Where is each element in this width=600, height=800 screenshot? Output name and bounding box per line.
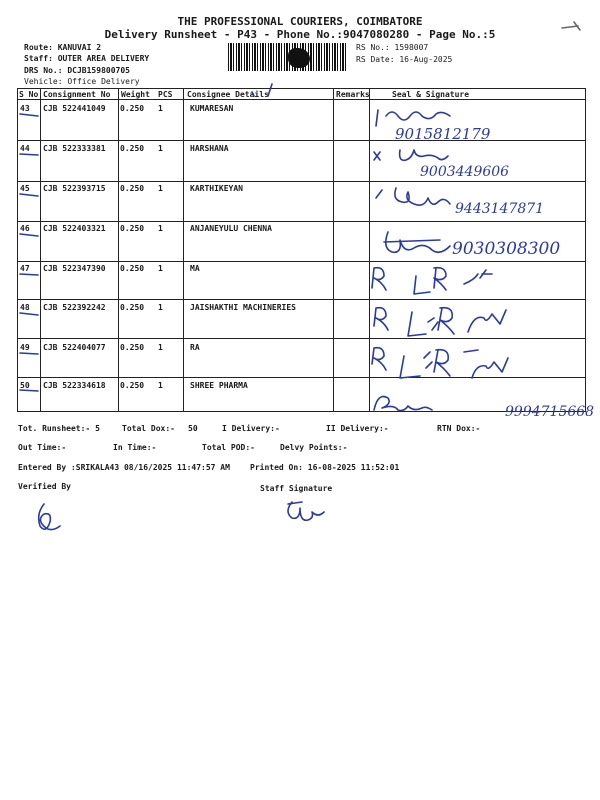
company-title: THE PROFESSIONAL COURIERS, COIMBATORE [177,15,423,28]
row-sno: 48 [20,303,30,312]
row-weight: 0.250 [120,184,145,193]
row-sno: 43 [20,104,30,113]
delvy-points-label: Delvy Points:- [280,443,348,452]
row-consignment: CJB 522404077 [43,343,106,352]
stray-ink-mark [250,82,290,98]
col-header-consignee: Consignee Details [187,90,269,99]
col-header-remarks: Remarks [336,90,370,99]
row-consignee: MA [190,264,200,273]
row-consignment: CJB 522347390 [43,264,106,273]
signature-row45-icon [372,184,462,220]
barcode-ink-blot [288,48,310,68]
row-consignment: CJB 522403321 [43,224,106,233]
row-consignee: KUMARESAN [190,104,234,113]
row-pcs: 1 [158,224,163,233]
row-sno: 44 [20,144,30,153]
i-delivery-label: I Delivery:- [222,424,280,433]
row-pcs: 1 [158,381,163,390]
row-pcs: 1 [158,144,163,153]
row-weight: 0.250 [120,224,145,233]
row-weight: 0.250 [120,303,145,312]
row-weight: 0.250 [120,381,145,390]
row-sno: 50 [20,381,30,390]
col-divider [333,88,334,411]
phone-row44: 9003449606 [420,164,510,180]
rs-date: RS Date: 16-Aug-2025 [356,55,453,64]
total-dox-label: Total Dox:- [122,424,175,433]
col-header-seal: Seal & Signature [392,90,470,99]
drs-label: DRS No.: DCJB159800705 [24,66,130,75]
table-top-border [17,88,586,89]
route-label: Route: KANUVAI 2 [24,43,102,52]
rtn-mark-row48-icon [368,300,528,340]
table-right-border [585,88,586,411]
row-consignment: CJB 522392242 [43,303,106,312]
printed-on: Printed On: 16-08-2025 11:52:01 [250,463,400,472]
signature-row50-icon [370,392,440,418]
total-dox-value: 50 [188,424,198,433]
row-divider [17,140,586,141]
stray-ink-mark [560,20,590,40]
total-pod-label: Total POD:- [202,443,255,452]
row-sno: 49 [20,343,30,352]
row-divider [17,221,586,222]
staff-signature-label: Staff Signature [260,484,333,493]
col-header-weight: Weight [121,90,150,99]
row-consignment: CJB 522333381 [43,144,106,153]
row-consignment: CJB 522393715 [43,184,106,193]
table-bottom-border [17,411,586,412]
col-header-sno: S No [19,90,39,99]
row-pcs: 1 [158,343,163,352]
row-consignee: KARTHIKEYAN [190,184,243,193]
col-header-consignment: Consignment No [43,90,111,99]
row-weight: 0.250 [120,104,145,113]
staff-signature-icon [282,496,332,528]
row-consignment: CJB 522441049 [43,104,106,113]
phone-row45: 9443147871 [455,201,545,217]
col-divider [118,88,119,411]
tot-runsheet: Tot. Runsheet:- 5 [18,424,100,433]
row-pcs: 1 [158,264,163,273]
row-pcs: 1 [158,104,163,113]
vehicle-label: Vehicle: Office Delivery [24,77,140,86]
rs-number: RS No.: 1598007 [356,43,429,52]
staff-label: Staff: OUTER AREA DELIVERY [24,54,150,63]
in-time-label: In Time:- [113,443,157,452]
col-divider [183,88,184,411]
verifier-signature-icon [30,500,70,536]
row-consignment: CJB 522334618 [43,381,106,390]
phone-row43: 9015812179 [395,125,491,143]
verified-by-label: Verified By [18,482,71,491]
row-divider [17,181,586,182]
row-consignee: ANJANEYULU CHENNA [190,224,272,233]
phone-row46: 9030308300 [452,239,561,259]
runsheet-subtitle: Delivery Runsheet - P43 - Phone No.:9047080280 - Page No.:5 [104,28,496,41]
row-weight: 0.250 [120,144,145,153]
rtn-mark-row47-icon [368,262,518,298]
row-consignee: HARSHANA [190,144,229,153]
table-header-border [17,99,586,100]
sno-tick-marks [18,110,42,400]
row-weight: 0.250 [120,264,145,273]
row-sno: 45 [20,184,30,193]
row-consignee: SHREE PHARMA [190,381,248,390]
col-header-pcs: PCS [158,90,173,99]
phone-row50: 9994715668 [505,404,595,420]
row-weight: 0.250 [120,343,145,352]
row-sno: 47 [20,264,30,273]
row-sno: 46 [20,224,30,233]
row-pcs: 1 [158,184,163,193]
rtn-mark-row49-icon [368,342,528,382]
signature-row46-icon [380,228,460,260]
rtn-dox-label: RTN Dox:- [437,424,481,433]
row-consignee: JAISHAKTHI MACHINERIES [190,303,296,312]
row-consignee: RA [190,343,200,352]
entered-by: Entered By :SRIKALA43 08/16/2025 11:47:57 AM [18,463,230,472]
row-pcs: 1 [158,303,163,312]
ii-delivery-label: II Delivery:- [326,424,389,433]
out-time-label: Out Time:- [18,443,67,452]
